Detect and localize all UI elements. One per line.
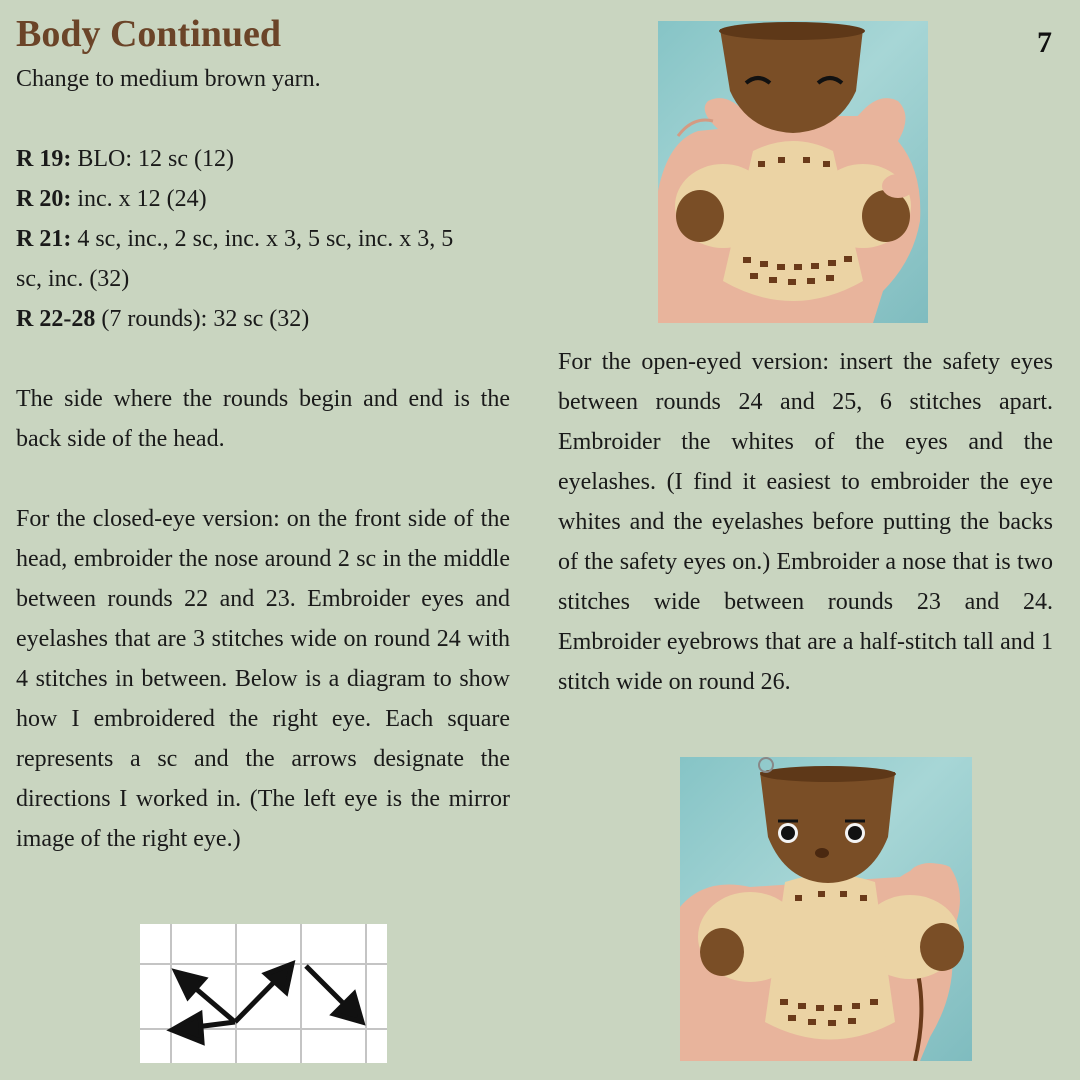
- round-22-28: [16, 299, 510, 339]
- round-22-28-text: (7 rounds): 32 sc (32): [95, 306, 310, 332]
- round-21-text: 4 sc, inc., 2 sc, inc. x 3, 5 sc, inc. x 3, 5: [71, 226, 454, 252]
- round-20-label: R 20:: [16, 186, 72, 212]
- open-eye-doll-illustration: [680, 757, 972, 1061]
- round-20-text: inc. x 12 (24): [71, 186, 207, 212]
- round-19: [16, 139, 510, 179]
- round-19-text: BLO: 12 sc (12): [71, 146, 234, 172]
- intro-text: Change to medium brown yarn.: [16, 66, 321, 92]
- open-eye-paragraph: For the open-eyed version: insert the safety eyes between rounds 24 and 25, 6 stitches apart. Embroider the whites of the eyes and the eyelashes. (I find it easiest to embroider the eye whites and the eyelashes before putting the backs of the safety eyes on.) Embroider a nose that is two stitches wide between rounds 23 and 24. Embroider eyebrows that are a half-stitch tall and 1 stitch wide on round 26.: [558, 349, 1053, 695]
- round-21-label: R 21:: [16, 226, 72, 252]
- right-column: [558, 342, 1053, 702]
- round-21-text-cont: sc, inc. (32): [16, 266, 130, 292]
- open-eye-doll-photo: [680, 757, 972, 1061]
- round-22-28-label: R 22-28: [16, 306, 96, 332]
- closed-eye-doll-illustration: [658, 21, 928, 323]
- stitch-grid-diagram: [140, 924, 387, 1063]
- left-column: [16, 59, 510, 859]
- closed-eye-doll-photo: [658, 21, 928, 323]
- round-21: [16, 219, 510, 299]
- closed-eye-paragraph: For the closed-eye version: on the front side of the head, embroider the nose around 2 sc in the middle between rounds 22 and 23. Embroider eyes and eyelashes that are 3 stitches wide on round 24 with 4 stitches in between. Below is a diagram to show how I embroidered the right eye. Each square represents a sc and the arrows designate the directions I worked in. (The left eye is the mirror image of the right eye.): [16, 506, 510, 852]
- eye-stitch-diagram: [140, 924, 387, 1063]
- page-number: 7: [1037, 26, 1052, 59]
- round-20: [16, 179, 510, 219]
- page-title: Body Continued: [16, 13, 282, 55]
- back-side-paragraph: The side where the rounds begin and end is the back side of the head.: [16, 386, 510, 452]
- round-19-label: R 19:: [16, 146, 72, 172]
